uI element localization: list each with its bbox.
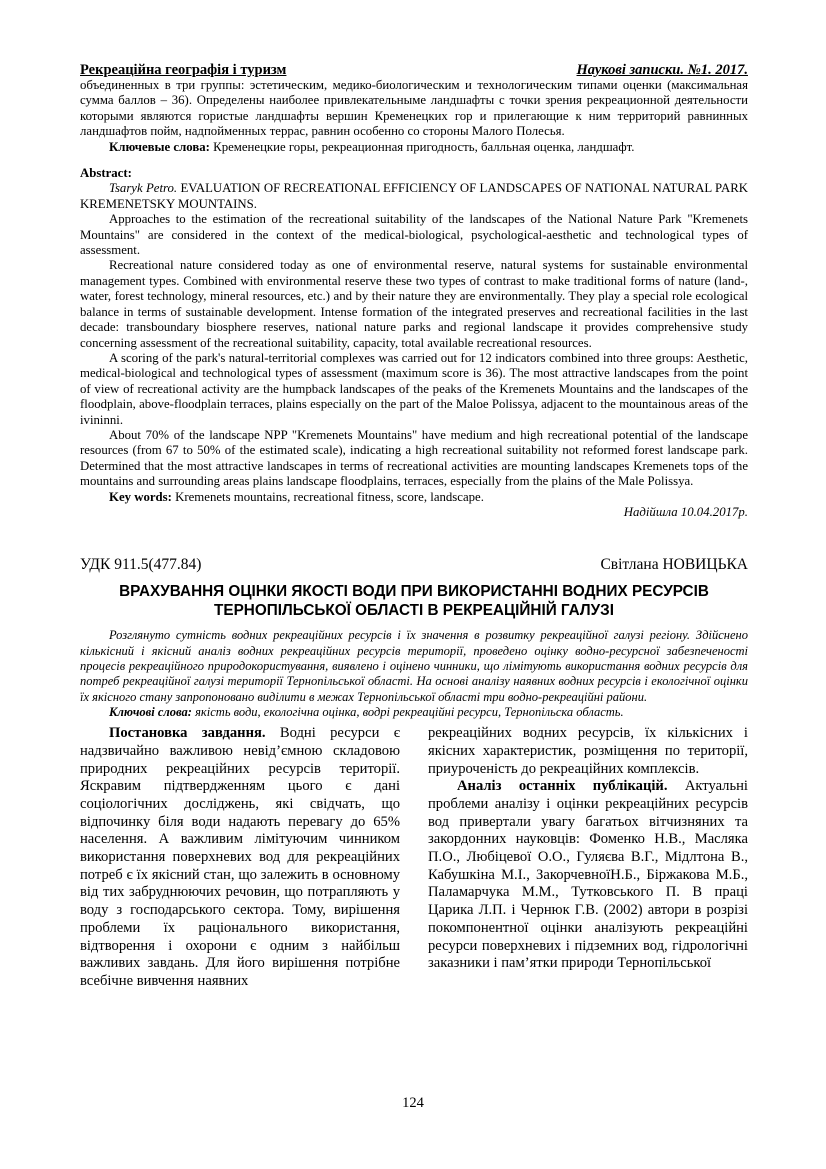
received-date: Надійшла 10.04.2017р. [623,504,748,519]
abstract-heading: Abstract: [80,166,132,181]
article-author: Світлана НОВИЦЬКА [600,556,748,574]
article-keywords-label: Ключові слова: [109,704,192,719]
en-paragraph: Approaches to the estimation of the recreational suitability of the landscapes of the National Nature Park "Kremenets Mountains" are considered in the context of the medical-biological, psychological-aesthetic and technological types of assessment. [80,212,748,258]
page-number: 124 [402,1095,424,1111]
body-column-left [80,725,400,991]
en-paragraph: About 70% of the landscape NPP "Kremenets Mountains" have medium and high recreational potential of the landscape resources (from 67 to 50% of the estimated scale), indicating a high recreational suitability not reformed forest landscape park. Determined that the most attractive landscapes in terms of recreational activities are mounting landscapes Kremenets tops of the mountains and surrounding areas plains landscape floodplains, terraces, especially from the plains of the Male Polissya. [80,427,748,489]
ru-abstract-text: объединенных в три группы: эстетическим, медико-биологическим и технологическим типами оценки (максимальная сумма баллов – 36). Определены наиболее привлекательныме ландшафты с точки зрения рекреационной деятельности которыми являются гористые ландшафты вершин Кременецких гор и прилегающие к ним территорий равнинных ландшафтов пойм, надпойменных террас, равнин особенно со стороны Малого Полесья. [80,78,748,139]
article-keywords [80,705,748,720]
article-abstract: Розглянуто сутність водних рекреаційних ресурсів і їх значення в розвитку рекреаційної галузі регіону. Здійснено кількісний і якісний аналіз водних рекреаційних ресурсів території, проведено оцінку водно-ресурсної забезпеченості процесів рекреаційного природокористування, виявлено і оцінено чинники, що лімітують використання водних ресурсів для потреб рекреаційної галузі території Тернопільської області. На основі аналізу наявних водних ресурсів і екологічної оцінки їх якісного стану запропоновано виділити в межах Тернопільської області три водно-рекреаційні райони. [80,628,748,704]
ru-keywords-text: Кременецкие горы, рекреационная пригодность, балльная оценка, ландшафт. [209,139,635,154]
body-paragraph [428,778,748,973]
article-title-line: ТЕРНОПІЛЬСЬКОЇ ОБЛАСТІ В РЕКРЕАЦІЙНІЙ ГАЛУЗІ [214,601,614,619]
body-columns [80,725,748,991]
article-title [80,583,748,620]
ru-keywords [80,140,748,155]
en-paragraph: A scoring of the park's natural-territorial complexes was carried out for 12 indicators combined into three groups: Aesthetic, medical-biological and technological types of assessment (maximum score is 36). The most attractive landscapes from the point of view of recreational activity are the humpback landscapes of the peaks of the Kremenets Mountains and the landscapes of the floodplain, above-floodplain terraces, plains especially on the part of the Maloe Polissya, adjacent to the mountainous areas of the ivininni. [80,350,748,427]
running-header [80,62,748,78]
article-title-line: ВРАХУВАННЯ ОЦІНКИ ЯКОСТІ ВОДИ ПРИ ВИКОРИСТАННІ ВОДНИХ РЕСУРСІВ [119,583,709,601]
en-keywords [80,490,748,505]
en-author: Tsaryk Petro. [109,181,178,196]
section-heading: Постановка завдання. [109,725,266,742]
section-heading: Аналіз останніх публікацій. [457,778,668,795]
journal-section: Рекреаційна географія і туризм [80,62,287,78]
en-title [80,181,748,212]
en-paragraph: Recreational nature considered today as one of environmental reserve, natural systems for sustainable environmental management types. Combined with environmental reserve these two types of contrast to make traditional forms of nature (land-, water, forest technology, mineral resources, etc.) and by their nature they are environmentally. They play a special role ecological balance in terms of sustainable development. Intense formation of the integrated preserves and recreational facilities in the last decade: transboundary biosphere reserves, national nature parks and regional landscape it provides comprehensive study concerning assessment of the recreational suitability, capacity, total available recreational resources. [80,258,748,350]
body-text: Актуальні проблеми аналізу і оцінки рекреаційних ресурсів вод привертали увагу багатьох вітчизняних та закордонних науковців: Фоменко Н.В., Масляка П.О., Любіцевої О.О., Гуляєва В.Г., Мідлтона В., Кабушкіна М.І., ЗакорчевноїН.Б., Біржакова М.Б., Паламарчука М.М., Тутковського П. В праці Царика Л.П. і Чернюк Г.В. (2002) автори в розрізі покомпонентної оцінки аналізують рекреаційні ресурси поверхневих і підземних вод, гідрологічні заказники і пам’ятки природи Тернопільської [428,778,748,972]
udk-line [80,556,748,574]
page [80,62,748,991]
body-text: Водні ресурси є надзвичайно важливою невід’ємною складовою природних рекреаційних ресурсів території. Яскравим підтвердженням цього є дані соціологічних досліджень, які свідчать, що відпочинку біля води надають перевагу до 65% населення. А важливим лімітуючим чинником використання поверхневих вод для рекреаційних потреб є їх якісний стан, що залежить в основному від тих забруднюючих речовин, що потрапляють у воду з господарського сектора. Тому, вирішення проблеми їх раціонального використання, відтворення і охорони є одним з найбільш важливих завдань. Для його вирішення потрібне всебічне вивчення наявних [80,725,400,989]
en-keywords-text: Kremenets mountains, recreational fitness, score, landscape. [171,489,484,504]
en-keywords-label: Key words: [109,489,172,504]
udk-code: УДК 911.5(477.84) [80,556,202,574]
article-keywords-text: якість води, екологічна оцінка, водрі рекреаційні ресурси, Тернопільска область. [191,704,624,719]
ru-keywords-label: Ключевые слова: [109,139,210,154]
body-paragraph [80,725,400,991]
body-column-right [428,725,748,991]
en-title-text: EVALUATION OF RECREATIONAL EFFICIENCY OF LANDSCAPES OF NATIONAL NATURAL PARK KREMENETSKY MOUNTAINS. [80,181,749,211]
body-paragraph: рекреаційних водних ресурсів, їх кількісних і якісних характеристик, розміщення по території, приуроченість до рекреаційних комплексів. [428,725,748,777]
journal-issue: Наукові записки. №1. 2017. [576,62,748,78]
